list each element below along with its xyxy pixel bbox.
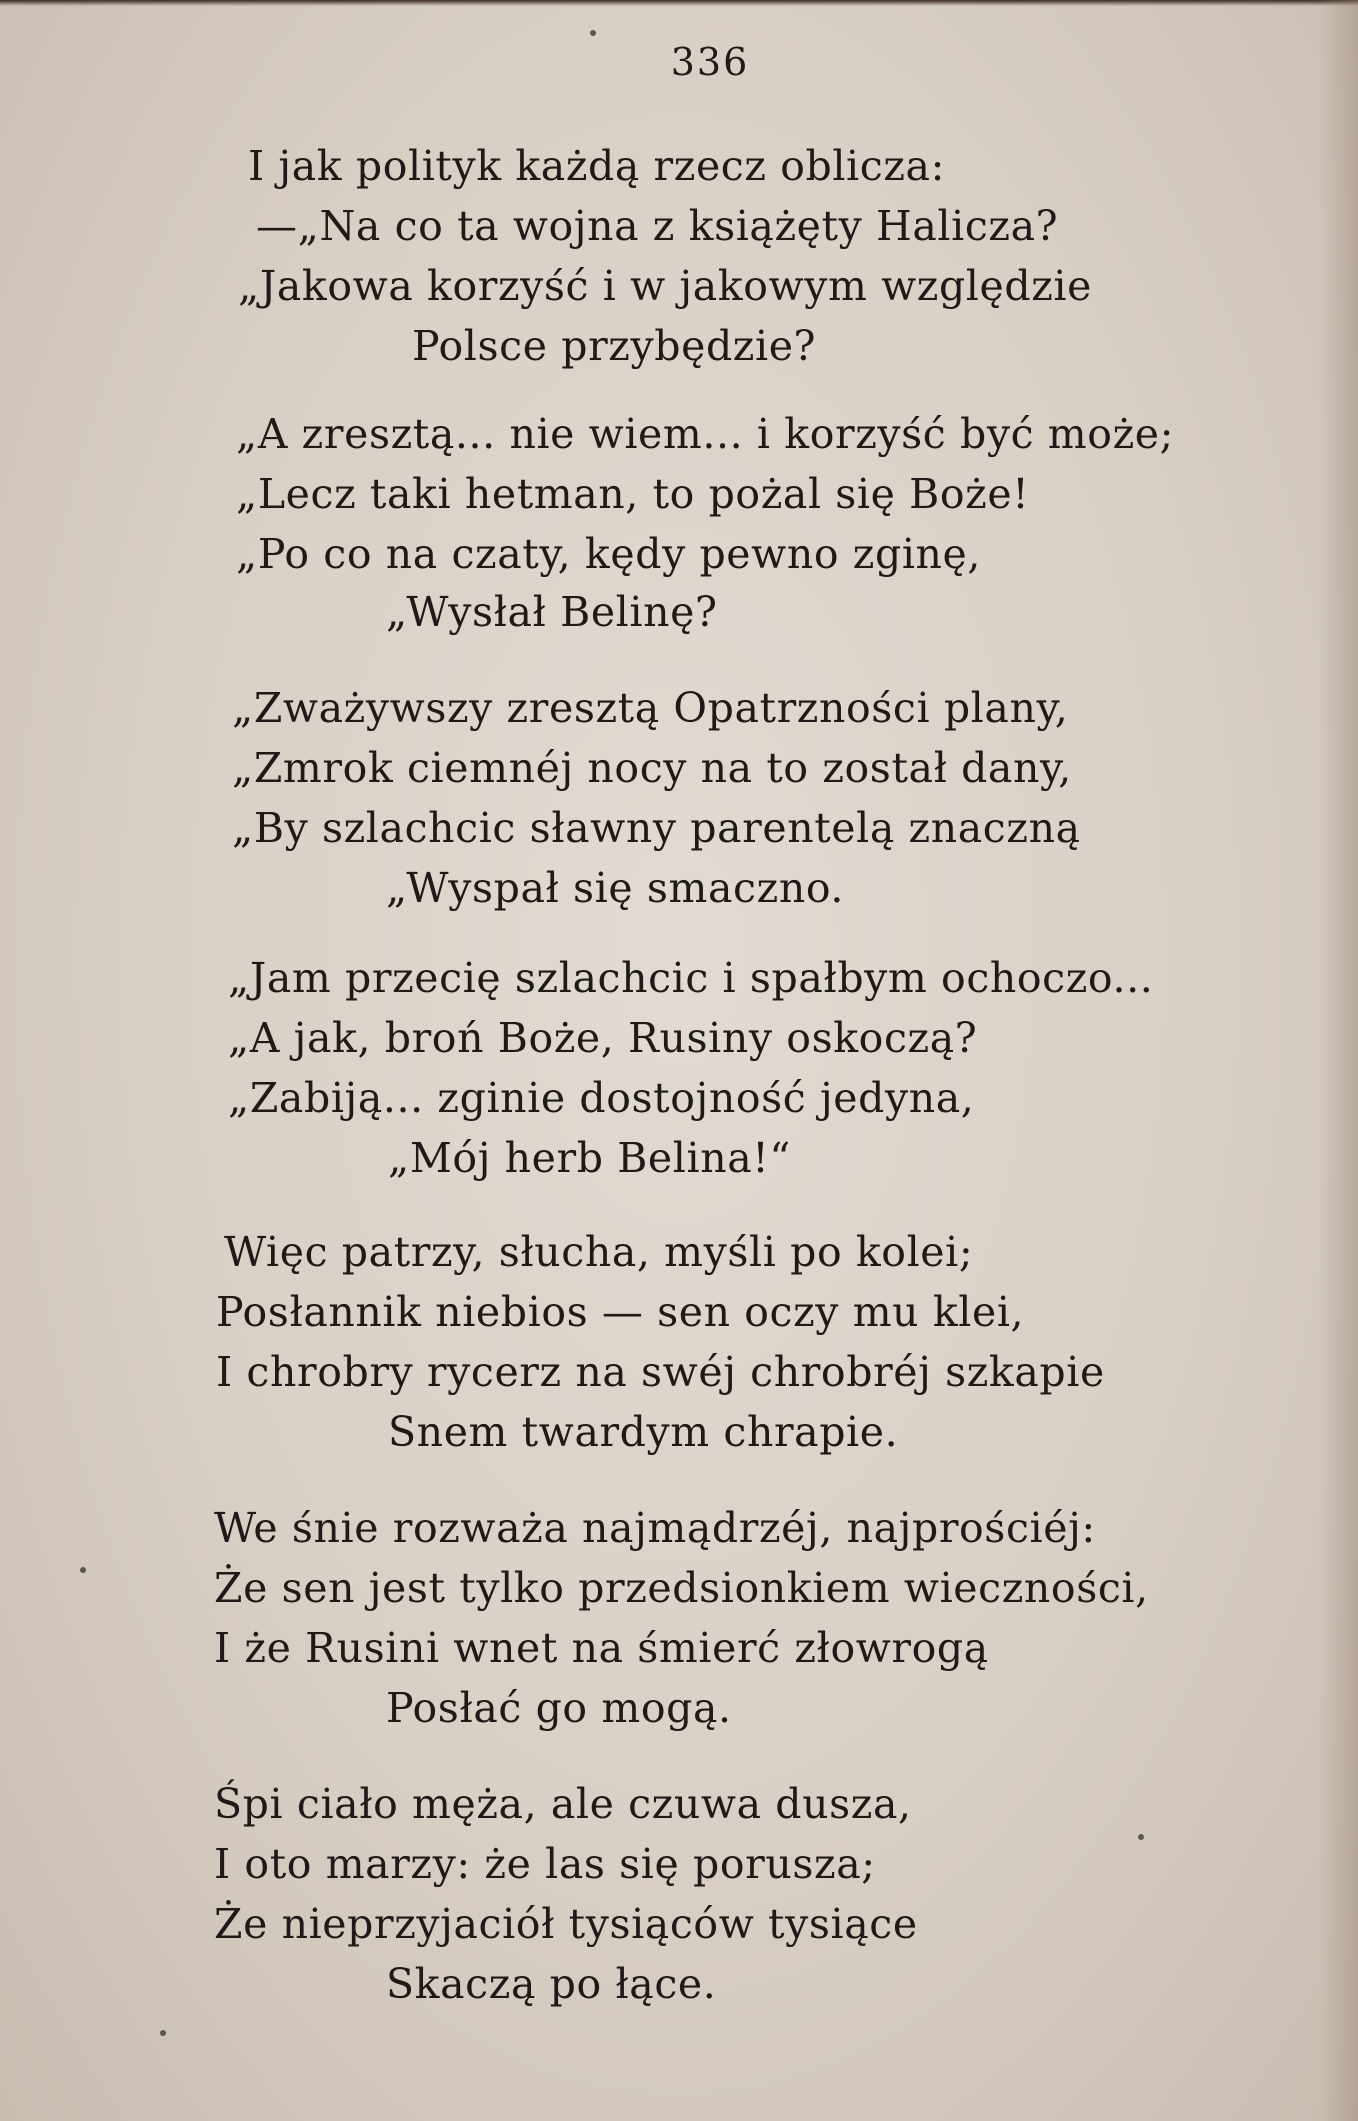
page-top-edge — [0, 0, 1358, 6]
poem-line: „Po co na czaty, kędy pewno zginę, — [236, 530, 982, 578]
poem-line: Snem twardym chrapie. — [388, 1408, 899, 1456]
poem-line: „A jak, broń Boże, Rusiny oskoczą? — [228, 1014, 978, 1062]
poem-line: Posłannik niebios — sen oczy mu klei, — [216, 1288, 1025, 1336]
poem-line: „Jam przecię szlachcic i spałbym ochoczo... — [228, 954, 1154, 1002]
poem-line: I że Rusini wnet na śmierć złowrogą — [214, 1624, 989, 1672]
paper-speck — [160, 2030, 166, 2036]
poem-line: Posłać go mogą. — [386, 1684, 732, 1732]
page-right-edge — [1318, 0, 1358, 2121]
poem-line: „Zmrok ciemnéj nocy na to został dany, — [232, 744, 1072, 792]
poem-line: I chrobry rycerz na swéj chrobréj szkapie — [216, 1348, 1105, 1396]
poem-line: Polsce przybędzie? — [412, 322, 817, 370]
poem-line: „Lecz taki hetman, to pożal się Boże! — [236, 470, 1030, 518]
poem-line: „Mój herb Belina!“ — [388, 1134, 791, 1182]
poem-line: Więc patrzy, słucha, myśli po kolei; — [224, 1228, 974, 1276]
poem-line: —„Na co ta wojna z książęty Halicza? — [256, 202, 1059, 250]
paper-speck — [590, 30, 596, 36]
poem-line: „A zresztą... nie wiem... i korzyść być może; — [236, 410, 1175, 458]
poem-line: Że nieprzyjaciół tysiąców tysiące — [214, 1900, 918, 1948]
poem-line: „Zważywszy zresztą Opatrzności plany, — [232, 684, 1069, 732]
poem-line: I oto marzy: że las się porusza; — [214, 1840, 876, 1888]
poem-line: „Wyspał się smaczno. — [386, 864, 845, 912]
poem-line: Że sen jest tylko przedsionkiem wieczności, — [214, 1564, 1149, 1612]
poem-line: I jak polityk każdą rzecz oblicza: — [248, 142, 945, 190]
paper-speck — [1138, 1834, 1144, 1840]
poem-line: Śpi ciało męża, ale czuwa dusza, — [214, 1780, 912, 1828]
poem-line: „Zabiją... zginie dostojność jedyna, — [228, 1074, 975, 1122]
poem-line: „Wysłał Belinę? — [386, 588, 718, 636]
poem-line: „Jakowa korzyść i w jakowym względzie — [238, 262, 1093, 310]
poem-line: We śnie rozważa najmądrzéj, najprościéj: — [214, 1504, 1096, 1552]
poem-line: „By szlachcic sławny parentelą znaczną — [232, 804, 1081, 852]
page-number: 336 — [670, 40, 750, 84]
paper-speck — [80, 1567, 86, 1573]
poem-line: Skaczą po łące. — [386, 1960, 717, 2008]
